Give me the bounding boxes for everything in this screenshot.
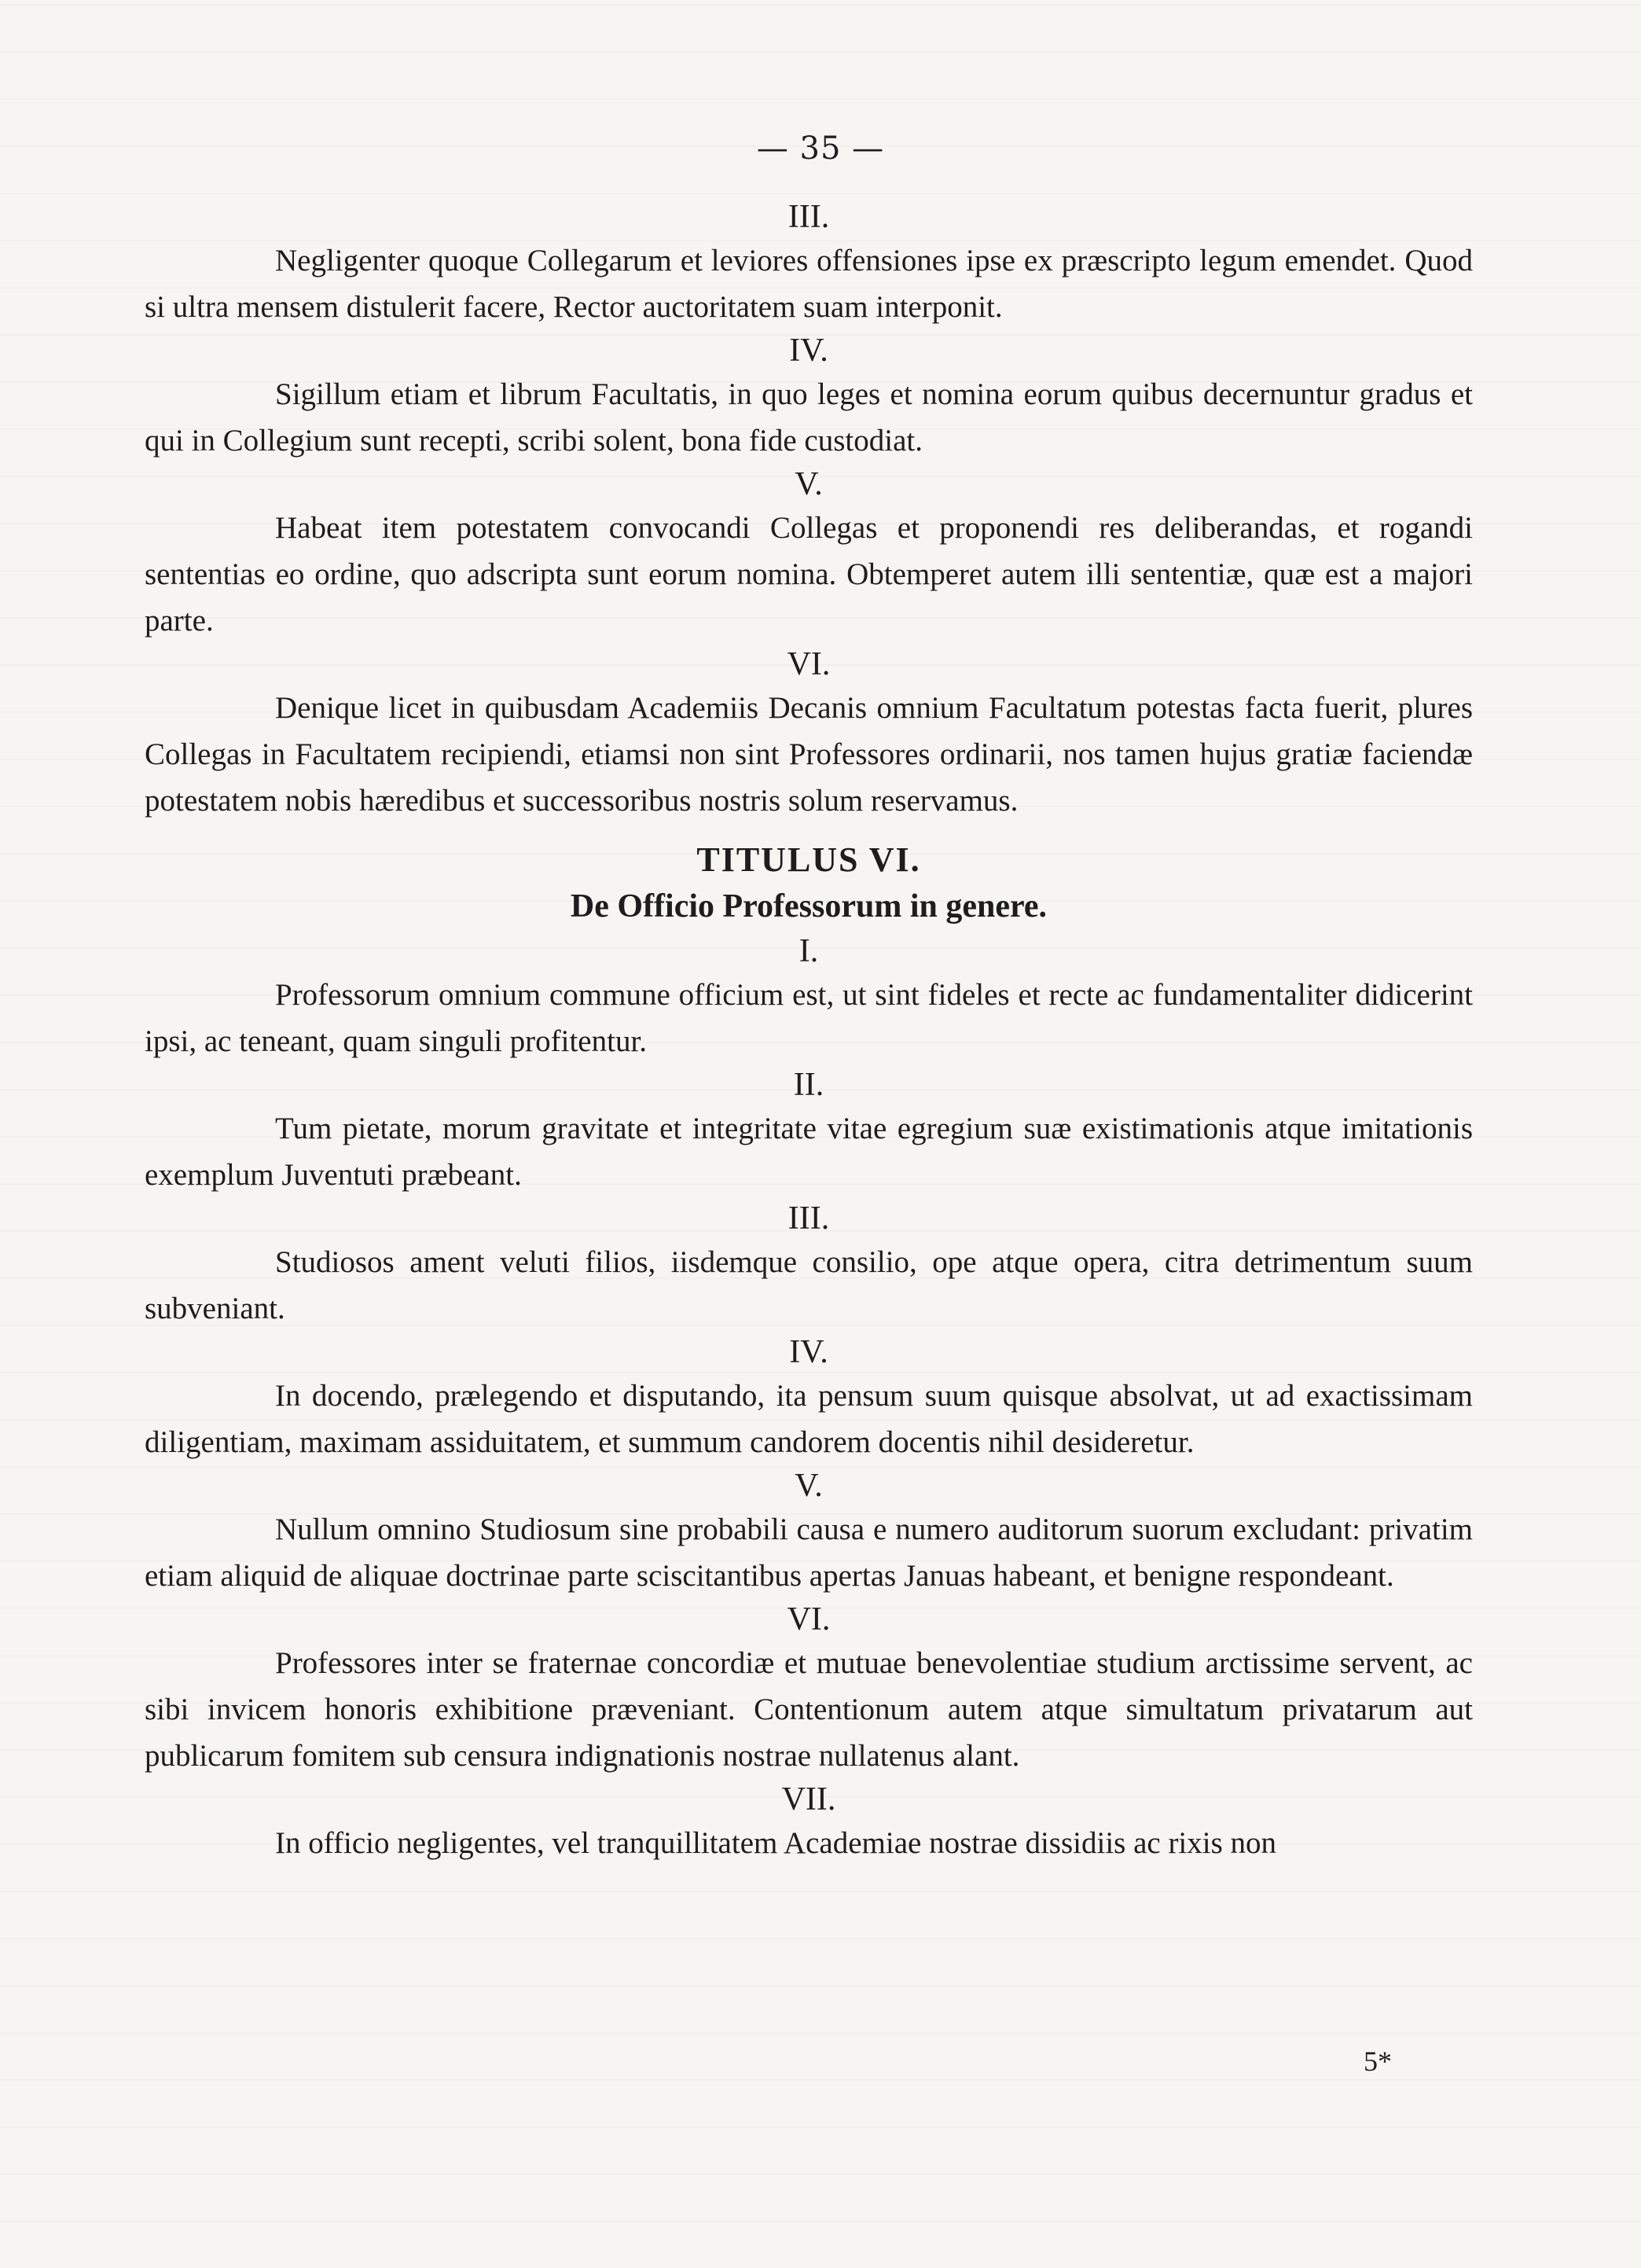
article-numeral: III.: [787, 1200, 830, 1237]
article-5: [145, 1465, 1473, 1599]
article-3: [145, 1198, 1473, 1332]
page-number: — 35 —: [756, 130, 885, 167]
article-text: In docendo, prælegendo et disputando, ita pensum suum quisque absolvat, ut ad exactissimam diligentiam, maximam assiduitatem, et summum candorem docentis nihil desideretur.: [145, 1379, 1473, 1459]
section-4: [145, 330, 1473, 464]
article-4: [145, 1332, 1473, 1465]
article-numeral: I.: [798, 933, 819, 969]
section-6: [145, 644, 1473, 824]
signature-mark: 5*: [1364, 2046, 1392, 2077]
article-numeral: II.: [793, 1067, 824, 1103]
article-numeral: V.: [795, 1468, 823, 1504]
article-2: [145, 1064, 1473, 1198]
title-block: [145, 838, 1473, 928]
page-content: [145, 197, 1473, 1866]
section-text: Denique licet in quibusdam Academiis Decanis omnium Facultatum potestas facta fuerit, plures Collegas in Facultatem recipiendi, etiamsi non sint Professores ordinarii, nos tamen hujus gratiæ faciendæ potestatem nobis hæredibus et successoribus nostris solum reservamus.: [145, 691, 1473, 818]
section-text: Habeat item potestatem convocandi Collegas et proponendi res deliberandas, et rogandi sententias eo ordine, quo adscripta sunt eorum nomina. Obtemperet autem illi sententiæ, quæ est a majori parte.: [145, 511, 1473, 638]
section-numeral: V.: [795, 466, 823, 502]
article-6: [145, 1599, 1473, 1779]
article-text: Studiosos ament veluti filios, iisdemque consilio, ope atque opera, citra detrimentum suum subveniant.: [145, 1245, 1473, 1325]
section-3: [145, 197, 1473, 330]
article-text: In officio negligentes, vel tranquillitatem Academiae nostrae dissidiis ac rixis non: [275, 1826, 1277, 1860]
article-numeral: IV.: [789, 1334, 828, 1370]
section-text: Negligenter quoque Collegarum et leviores offensiones ipse ex præscripto legum emendet. Quod si ultra mensem distulerit facere, Rector auctoritatem suam interponit.: [145, 244, 1473, 324]
section-5: [145, 464, 1473, 644]
article-numeral: VII.: [781, 1781, 836, 1818]
article-text: Tum pietate, morum gravitate et integritate vitae egregium suæ existimationis atque imitationis exemplum Juventuti præbeant.: [145, 1112, 1473, 1192]
section-numeral: III.: [787, 199, 830, 235]
title-heading: TITULUS VI.: [696, 840, 921, 879]
article-numeral: VI.: [787, 1601, 831, 1638]
article-7: [145, 1779, 1473, 1866]
section-numeral: VI.: [787, 646, 831, 682]
article-text: Professores inter se fraternae concordiæ et mutuae benevolentiae studium arctissime servent, ac sibi invicem honoris exhibitione præveniant. Contentionum autem atque simultatum privatarum aut publicarum fomitem sub censura indignationis nostrae nullatenus alant.: [145, 1646, 1473, 1773]
article-text: Professorum omnium commune officium est, ut sint fideles et recte ac fundamentaliter didicerint ipsi, ac teneant, quam singuli profitentur.: [145, 978, 1473, 1058]
article-1: [145, 931, 1473, 1064]
title-subheading: De Officio Professorum in genere.: [570, 888, 1048, 924]
section-text: Sigillum etiam et librum Facultatis, in quo leges et nomina eorum quibus decernuntur gradus et qui in Collegium sunt recepti, scribi solent, bona fide custodiat.: [145, 377, 1473, 458]
article-text: Nullum omnino Studiosum sine probabili causa e numero auditorum suorum excludant: privatim etiam aliquid de aliquae doctrinae parte sciscitantibus apertas Januas habeant, et benigne respondeant.: [145, 1513, 1473, 1593]
section-numeral: IV.: [789, 333, 828, 369]
